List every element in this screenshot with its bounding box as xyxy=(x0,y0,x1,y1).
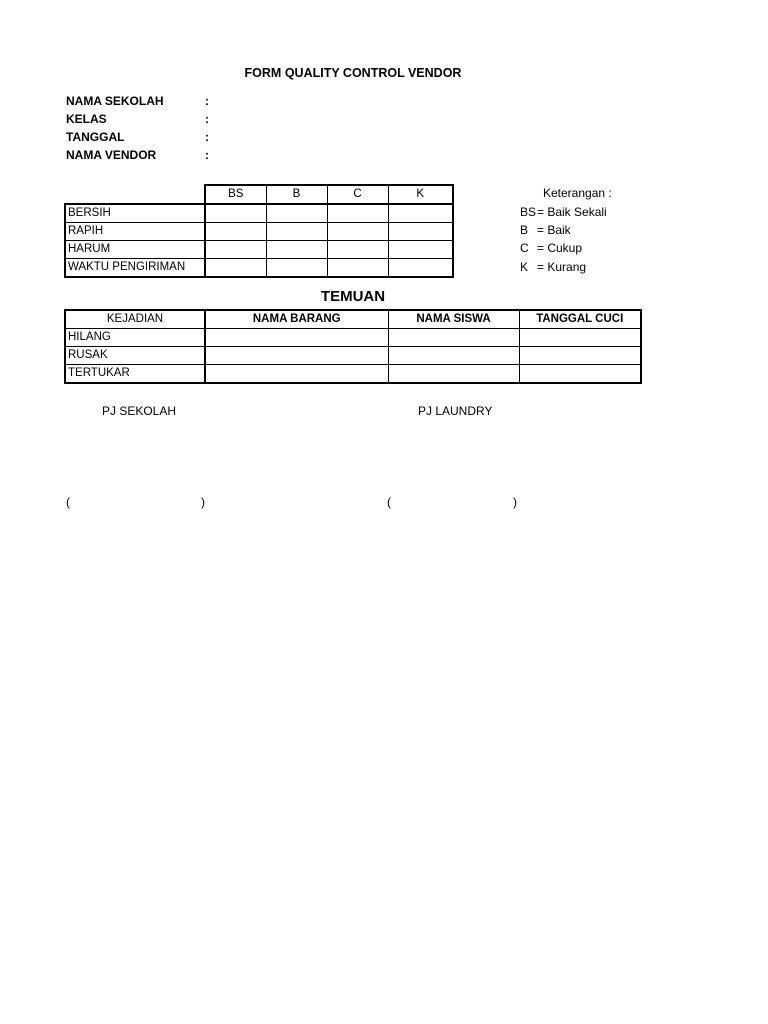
rating-header-bs: BS xyxy=(205,185,266,204)
legend-code: BS xyxy=(520,205,537,219)
rating-row-label: BERSIH xyxy=(65,204,205,223)
rating-cell[interactable] xyxy=(266,223,327,241)
table-row xyxy=(65,259,453,278)
findings-cell[interactable] xyxy=(205,365,388,384)
rating-cell[interactable] xyxy=(388,223,453,241)
findings-header-kejadian: KEJADIAN xyxy=(65,310,205,329)
legend-title: Keterangan : xyxy=(543,186,612,200)
findings-cell[interactable] xyxy=(388,347,519,365)
legend-desc: = Baik xyxy=(537,223,571,237)
findings-row-label: HILANG xyxy=(65,329,205,347)
rating-cell[interactable] xyxy=(205,204,266,223)
signature-open-paren: ( xyxy=(387,495,391,509)
findings-cell[interactable] xyxy=(519,329,641,347)
rating-cell[interactable] xyxy=(327,259,388,278)
legend-desc: = Cukup xyxy=(537,241,583,255)
rating-cell[interactable] xyxy=(327,223,388,241)
field-colon: : xyxy=(205,94,209,108)
table-row xyxy=(65,241,453,259)
field-label-kelas: KELAS xyxy=(66,112,107,126)
findings-header-tanggal-cuci: TANGGAL CUCI xyxy=(519,310,641,329)
findings-cell[interactable] xyxy=(205,347,388,365)
rating-cell[interactable] xyxy=(266,204,327,223)
rating-cell[interactable] xyxy=(205,259,266,278)
rating-cell[interactable] xyxy=(266,241,327,259)
rating-row-label: HARUM xyxy=(65,241,205,259)
rating-cell[interactable] xyxy=(327,204,388,223)
findings-header-nama-siswa: NAMA SISWA xyxy=(388,310,519,329)
legend-desc: = Kurang xyxy=(537,260,587,274)
rating-cell[interactable] xyxy=(388,204,453,223)
legend-code: C xyxy=(520,241,529,255)
findings-header-row xyxy=(65,310,641,329)
rating-header-c: C xyxy=(327,185,388,204)
signature-label-pj-sekolah: PJ SEKOLAH xyxy=(102,404,177,418)
table-row xyxy=(65,365,641,384)
findings-cell[interactable] xyxy=(205,329,388,347)
rating-table xyxy=(64,184,454,278)
legend-desc: = Baik Sekali xyxy=(537,205,607,219)
rating-header-k: K xyxy=(388,185,453,204)
findings-header-nama-barang: NAMA BARANG xyxy=(205,310,388,329)
form-title: FORM QUALITY CONTROL VENDOR xyxy=(244,66,462,80)
findings-row-label: TERTUKAR xyxy=(65,365,205,384)
rating-cell[interactable] xyxy=(205,223,266,241)
rating-cell[interactable] xyxy=(388,241,453,259)
signature-open-paren: ( xyxy=(66,495,70,509)
table-row xyxy=(65,347,641,365)
table-row xyxy=(65,223,453,241)
legend-code: K xyxy=(520,260,529,274)
rating-cell[interactable] xyxy=(388,259,453,278)
legend-code: B xyxy=(520,223,529,237)
signature-label-pj-laundry: PJ LAUNDRY xyxy=(418,404,493,418)
field-label-nama-vendor: NAMA VENDOR xyxy=(66,148,157,162)
field-label-tanggal: TANGGAL xyxy=(66,130,125,144)
rating-cell[interactable] xyxy=(205,241,266,259)
findings-table xyxy=(64,309,642,384)
findings-cell[interactable] xyxy=(519,365,641,384)
rating-cell[interactable] xyxy=(327,241,388,259)
rating-header-b: B xyxy=(266,185,327,204)
field-colon: : xyxy=(205,130,209,144)
rating-row-label: WAKTU PENGIRIMAN xyxy=(65,259,205,278)
findings-cell[interactable] xyxy=(388,329,519,347)
signature-close-paren: ) xyxy=(513,495,517,509)
findings-row-label: RUSAK xyxy=(65,347,205,365)
table-row xyxy=(65,204,453,223)
findings-cell[interactable] xyxy=(388,365,519,384)
table-row xyxy=(65,329,641,347)
findings-title: TEMUAN xyxy=(320,288,386,305)
signature-close-paren: ) xyxy=(201,495,205,509)
field-colon: : xyxy=(205,148,209,162)
rating-row-label: RAPIH xyxy=(65,223,205,241)
field-colon: : xyxy=(205,112,209,126)
findings-cell[interactable] xyxy=(519,347,641,365)
field-label-nama-sekolah: NAMA SEKOLAH xyxy=(66,94,164,108)
rating-header-row xyxy=(65,185,453,204)
rating-cell[interactable] xyxy=(266,259,327,278)
rating-corner-cell xyxy=(65,185,205,204)
